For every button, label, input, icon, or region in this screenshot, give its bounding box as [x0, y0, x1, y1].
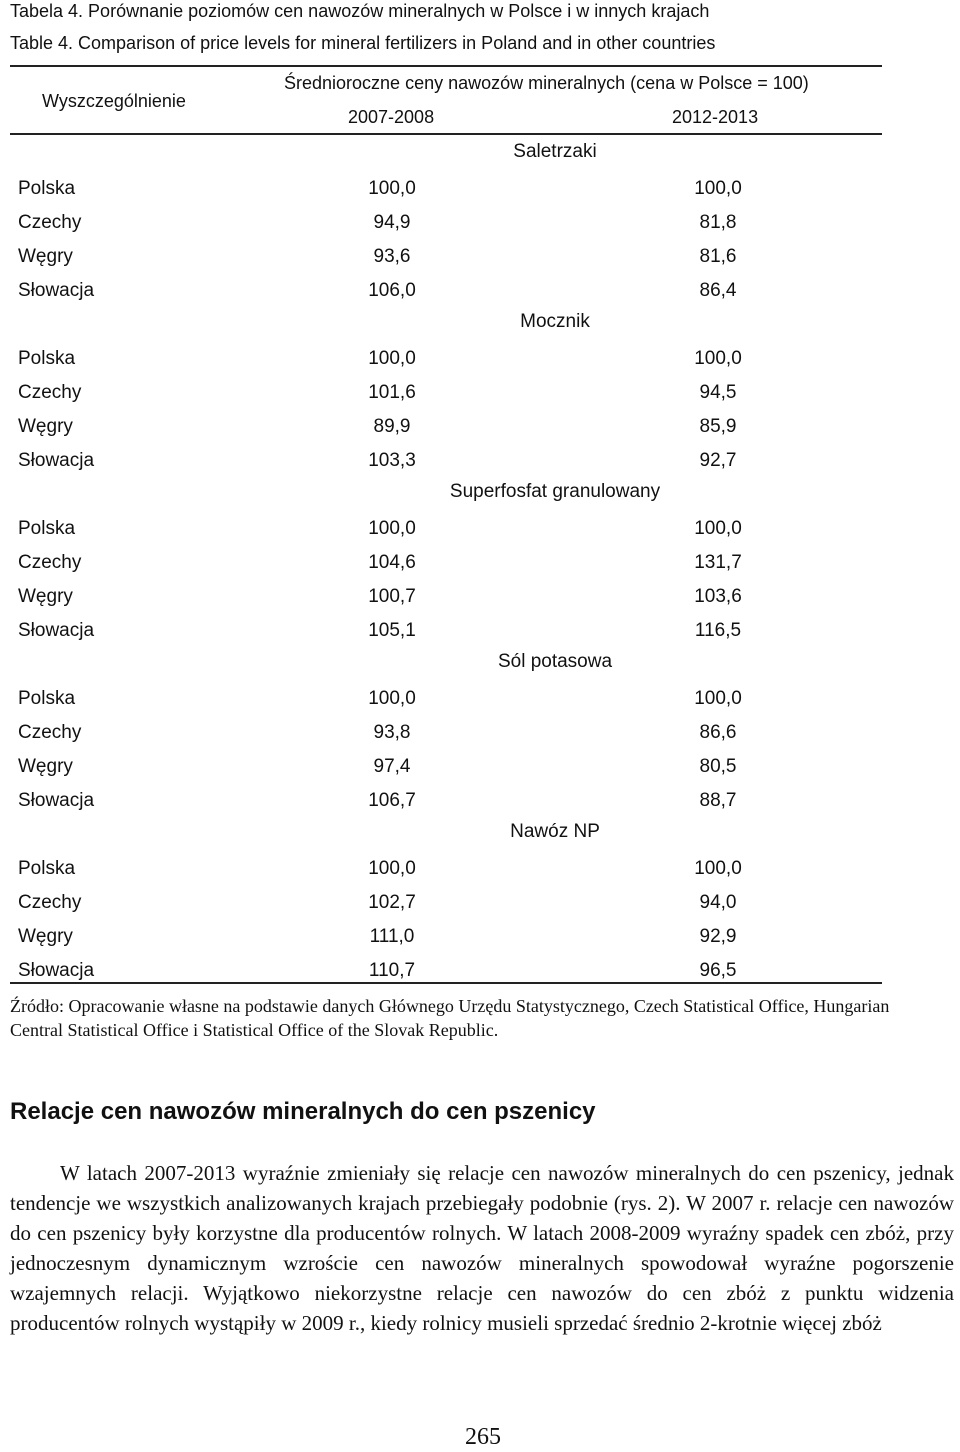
table-row [0, 342, 960, 376]
country-cell: Czechy [18, 382, 82, 403]
table-body [0, 138, 960, 988]
value-2007-2008-cell: 100,7 [368, 586, 416, 607]
header-price-group: Średnioroczne ceny nawozów mineralnych (cena w Polsce = 100) [284, 73, 809, 93]
table-row [0, 886, 960, 920]
value-2007-2008-cell: 100,0 [368, 178, 416, 199]
country-cell: Polska [18, 518, 76, 539]
country-cell: Czechy [18, 212, 82, 233]
group-title: Mocznik [520, 311, 590, 332]
table-row [0, 546, 960, 580]
value-2012-2013-cell: 103,6 [694, 586, 742, 607]
value-2007-2008-cell: 97,4 [373, 756, 411, 777]
value-2012-2013-cell: 131,7 [694, 552, 742, 573]
country-cell: Słowacja [18, 450, 95, 471]
table-row [0, 750, 960, 784]
value-2012-2013-cell: 100,0 [694, 518, 742, 539]
country-cell: Węgry [18, 246, 73, 267]
value-2007-2008-cell: 100,0 [368, 348, 416, 369]
group-title: Superfosfat granulowany [449, 481, 661, 502]
table-row [0, 580, 960, 614]
page-number: 265 [465, 1424, 501, 1450]
header-bottom-rule [10, 133, 882, 135]
value-2007-2008-cell: 105,1 [368, 620, 416, 641]
paragraph-text: W latach 2007-2013 wyraźnie zmieniały się relacje cen nawozów mineralnych do cen pszenicy, jednak tendencje we wszystkich analizowanych krajach przebiegały podobnie (rys. 2). W 2007 r. relacje cen nawozów do cen pszenicy były korzystne dla producentów rolnych. W latach 2008-2009 wyraźny spadek cen zbóż, przy jednoczesnym dynamicznym wzroście cen nawozów mineralnych spowodował wyraźne pogorszenie wzajemnych relacji. Wyjątkowo niekorzystne relacje cen nawozów do cen zbóż z punktu widzenia producentów rolnych wystąpiły w 2009 r., kiedy rolnicy musieli sprzedać średnio 2-krotnie więcej zbóż [10, 1161, 954, 1335]
value-2012-2013-cell: 96,5 [699, 960, 737, 981]
value-2012-2013-cell: 94,0 [699, 892, 737, 913]
country-cell: Słowacja [18, 960, 95, 981]
value-2007-2008-cell: 111,0 [369, 926, 415, 947]
table-row [0, 444, 960, 478]
country-cell: Polska [18, 348, 76, 369]
value-2012-2013-cell: 100,0 [694, 858, 742, 879]
value-2007-2008-cell: 102,7 [368, 892, 416, 913]
value-2012-2013-cell: 92,9 [699, 926, 737, 947]
value-2012-2013-cell: 100,0 [694, 178, 742, 199]
value-2012-2013-cell: 116,5 [694, 620, 742, 641]
country-cell: Węgry [18, 586, 73, 607]
value-2007-2008-cell: 110,7 [368, 960, 416, 981]
value-2012-2013-cell: 81,6 [699, 246, 737, 267]
table-row [0, 240, 960, 274]
table-row [0, 920, 960, 954]
country-cell: Czechy [18, 892, 82, 913]
table-bottom-rule [10, 982, 882, 984]
table-row [0, 614, 960, 648]
table-row [0, 852, 960, 886]
value-2007-2008-cell: 89,9 [373, 416, 411, 437]
country-cell: Słowacja [18, 790, 95, 811]
body-paragraph [10, 1158, 954, 1338]
value-2012-2013-cell: 88,7 [699, 790, 737, 811]
header-year-2012-2013: 2012-2013 [672, 107, 759, 127]
country-cell: Węgry [18, 416, 73, 437]
table-row [0, 376, 960, 410]
country-cell: Czechy [18, 552, 82, 573]
table-row [0, 512, 960, 546]
country-cell: Słowacja [18, 620, 95, 641]
table-row [0, 274, 960, 308]
value-2007-2008-cell: 100,0 [368, 518, 416, 539]
table-row [0, 206, 960, 240]
value-2007-2008-cell: 93,8 [373, 722, 411, 743]
value-2012-2013-cell: 80,5 [699, 756, 737, 777]
value-2007-2008-cell: 100,0 [368, 858, 416, 879]
value-2007-2008-cell: 104,6 [368, 552, 416, 573]
header-specification: Wyszczególnienie [42, 91, 186, 111]
value-2007-2008-cell: 106,7 [368, 790, 416, 811]
table-row [0, 682, 960, 716]
country-cell: Polska [18, 178, 76, 199]
value-2012-2013-cell: 81,8 [699, 212, 737, 233]
country-cell: Węgry [18, 926, 73, 947]
country-cell: Węgry [18, 756, 73, 777]
source-note: Źródło: Opracowanie własne na podstawie danych Głównego Urzędu Statystycznego, Czech Statistical Office, Hungarian Central Statistical Office i Statistical Office of the Slovak Republic. [10, 996, 890, 1040]
value-2012-2013-cell: 94,5 [699, 382, 737, 403]
country-cell: Polska [18, 688, 76, 709]
group-title: Nawóz NP [510, 821, 600, 842]
value-2007-2008-cell: 106,0 [368, 280, 416, 301]
value-2012-2013-cell: 100,0 [694, 688, 742, 709]
value-2012-2013-cell: 92,7 [699, 450, 737, 471]
table-row [0, 784, 960, 818]
value-2007-2008-cell: 93,6 [373, 246, 411, 267]
value-2012-2013-cell: 86,6 [699, 722, 737, 743]
value-2007-2008-cell: 100,0 [368, 688, 416, 709]
value-2007-2008-cell: 101,6 [368, 382, 416, 403]
value-2007-2008-cell: 94,9 [373, 212, 411, 233]
country-cell: Słowacja [18, 280, 95, 301]
value-2012-2013-cell: 85,9 [699, 416, 737, 437]
table-caption-polish: Tabela 4. Porównanie poziomów cen nawozów mineralnych w Polsce i w innych krajach [10, 1, 710, 21]
header-year-2007-2008: 2007-2008 [348, 107, 435, 127]
group-title: Sól potasowa [497, 651, 613, 672]
table-row [0, 716, 960, 750]
group-title: Saletrzaki [513, 141, 597, 162]
table-caption-english: Table 4. Comparison of price levels for mineral fertilizers in Poland and in other countries [10, 33, 716, 53]
value-2012-2013-cell: 100,0 [694, 348, 742, 369]
country-cell: Czechy [18, 722, 82, 743]
table-row [0, 172, 960, 206]
value-2012-2013-cell: 86,4 [699, 280, 737, 301]
table-top-rule [10, 65, 882, 67]
section-title: Relacje cen nawozów mineralnych do cen pszenicy [10, 1098, 596, 1125]
country-cell: Polska [18, 858, 76, 879]
value-2007-2008-cell: 103,3 [368, 450, 416, 471]
table-row [0, 410, 960, 444]
